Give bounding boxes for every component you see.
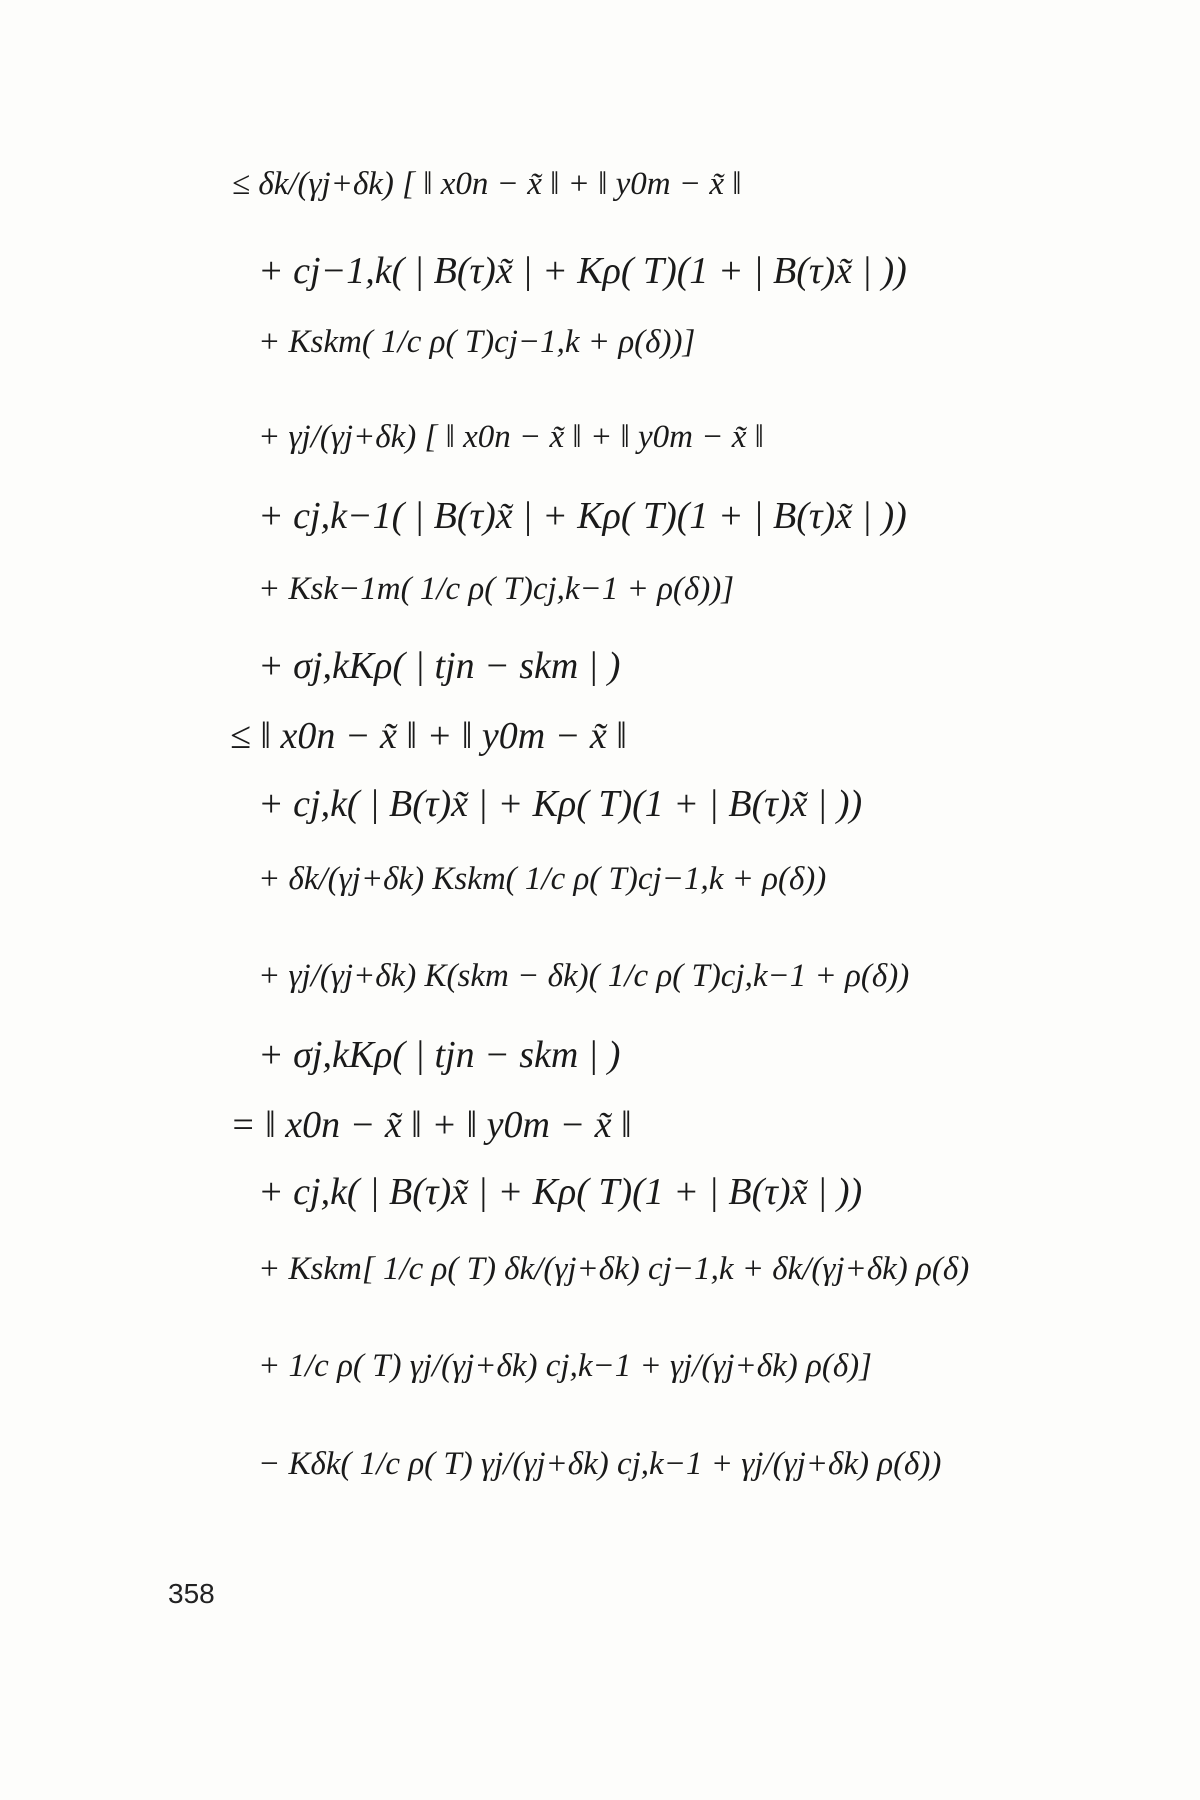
equation-line-13: = ‖ x0n − x̃ ‖ + ‖ y0m − x̃ ‖ <box>230 1104 632 1146</box>
equation-line-15: + Kskm[ 1/c ρ( T) δk/(γj+δk) cj−1,k + δk/(γj+δk) ρ(δ) <box>258 1251 970 1287</box>
equation-line-14: + cj,k( | B(τ)x̃ | + Kρ( T)(1 + | B(τ)x̃ | )) <box>258 1171 863 1213</box>
equation-line-10: + δk/(γj+δk) Kskm( 1/c ρ( T)cj−1,k + ρ(δ)) <box>258 861 827 897</box>
equation-line-17: − Kδk( 1/c ρ( T) γj/(γj+δk) cj,k−1 + γj/(γj+δk) ρ(δ)) <box>258 1446 942 1482</box>
equation-line-12: + σj,kKρ( | tjn − skm | ) <box>258 1034 621 1076</box>
equation-line-3: + Kskm( 1/c ρ( T)cj−1,k + ρ(δ))] <box>258 324 696 360</box>
equation-line-5: + cj,k−1( | B(τ)x̃ | + Kρ( T)(1 + | B(τ)x̃ | )) <box>258 495 907 537</box>
equation-line-16: + 1/c ρ( T) γj/(γj+δk) cj,k−1 + γj/(γj+δk) ρ(δ)] <box>258 1348 872 1384</box>
equation-line-2: + cj−1,k( | B(τ)x̃ | + Kρ( T)(1 + | B(τ)x̃ | )) <box>258 250 907 292</box>
page-number: 358 <box>168 1578 215 1609</box>
equation-line-6: + Ksk−1m( 1/c ρ( T)cj,k−1 + ρ(δ))] <box>258 571 735 607</box>
equation-line-7: + σj,kKρ( | tjn − skm | ) <box>258 645 621 687</box>
equation-line-4: + γj/(γj+δk) [ ‖ x0n − x̃ ‖ + ‖ y0m − x̃ ‖ <box>258 419 764 455</box>
equation-line-1: ≤ δk/(γj+δk) [ ‖ x0n − x̃ ‖ + ‖ y0m − x̃ ‖ <box>232 166 742 202</box>
equation-line-9: + cj,k( | B(τ)x̃ | + Kρ( T)(1 + | B(τ)x̃ | )) <box>258 783 863 825</box>
equation-line-11: + γj/(γj+δk) K(skm − δk)( 1/c ρ( T)cj,k−1 + ρ(δ)) <box>258 958 910 994</box>
equation-line-8: ≤ ‖ x0n − x̃ ‖ + ‖ y0m − x̃ ‖ <box>230 715 627 757</box>
